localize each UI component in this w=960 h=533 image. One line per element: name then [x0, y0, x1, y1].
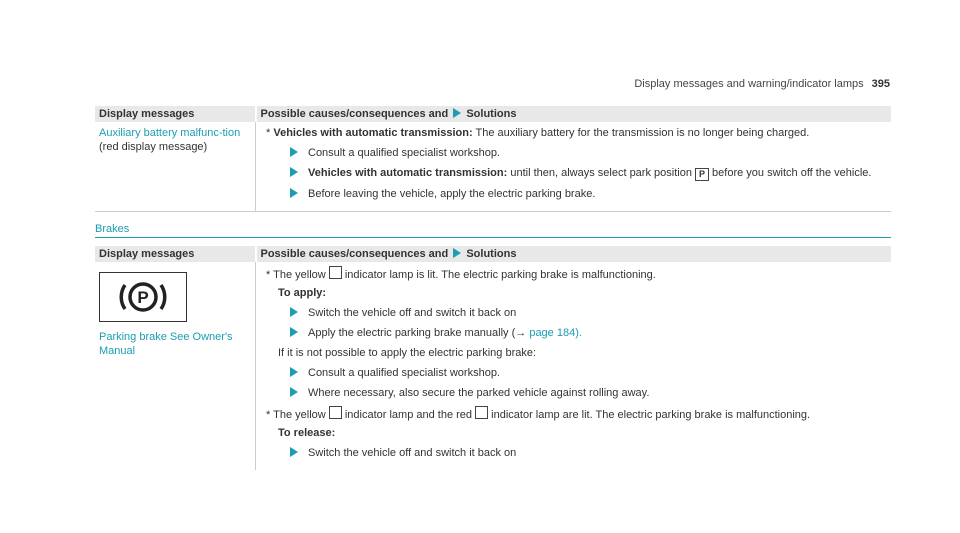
page-number: 395	[871, 78, 890, 90]
solution-arrow-icon	[290, 307, 298, 317]
solution-step: Switch the vehicle off and switch it back on	[288, 446, 887, 460]
to-apply-label: To apply:	[278, 287, 327, 299]
message-link[interactable]: Auxiliary battery malfunc-tion	[99, 127, 241, 139]
brakes-table	[95, 246, 891, 470]
col-display-messages: Display messages	[95, 246, 256, 262]
solution-arrow-icon	[453, 248, 461, 258]
solution-step: Apply the electric parking brake manually (→ page 184).	[288, 326, 887, 340]
solution-step: Consult a qualified specialist workshop.	[288, 146, 887, 160]
message-cell	[95, 122, 256, 212]
svg-text:P: P	[137, 288, 149, 307]
message-cell	[95, 262, 256, 470]
col-causes-solutions: Possible causes/consequences and Solutions	[256, 106, 892, 122]
park-position-icon: P	[695, 168, 709, 181]
solution-step: Switch the vehicle off and switch it back on	[288, 306, 887, 320]
solution-step: Vehicles with automatic transmission: until then, always select park position P before you switch off the vehicle.	[288, 166, 887, 181]
condition-text: If it is not possible to apply the electric parking brake:	[278, 347, 537, 359]
solution-cell: * The yellow indicator lamp is lit. The electric parking brake is malfunctioning. To apply: Switch the vehicle off and switch it back on Apply the electric parking brake manually (→ page 184). If it is not possible to apply the electric parking brake: Consult a qualified specialist workshop. Where necessary, also secure the parked vehicle against rolling away. * The yellow indicator lamp and the red indicator lamp are lit. The electric parking brake is malfunctioning. To release: Switch the vehicle off and switch it back on	[256, 262, 892, 470]
section-title: Brakes	[95, 223, 891, 238]
message-link[interactable]: Parking brake See Owner's Manual	[99, 331, 233, 357]
parking-brake-icon	[475, 406, 488, 419]
solution-arrow-icon	[290, 447, 298, 457]
parking-brake-icon	[329, 266, 342, 279]
solution-arrow-icon	[453, 108, 461, 118]
solution-arrow-icon	[290, 147, 298, 157]
page-reference-link[interactable]: page 184).	[526, 327, 582, 339]
auxiliary-battery-table	[95, 106, 891, 212]
col-display-messages: Display messages	[95, 106, 256, 122]
to-release-label: To release:	[278, 427, 336, 439]
solution-arrow-icon	[290, 188, 298, 198]
solution-step: Consult a qualified specialist workshop.	[288, 366, 887, 380]
col-causes-solutions: Possible causes/consequences and Solutions	[256, 246, 892, 262]
solution-step: Where necessary, also secure the parked vehicle against rolling away.	[288, 386, 887, 400]
solution-arrow-icon	[290, 327, 298, 337]
solution-step: Before leaving the vehicle, apply the electric parking brake.	[288, 187, 887, 201]
solution-arrow-icon	[290, 367, 298, 377]
parking-brake-icon	[99, 272, 187, 322]
solution-arrow-icon	[290, 387, 298, 397]
message-suffix: (red display message)	[99, 141, 208, 153]
solution-arrow-icon	[290, 167, 298, 177]
parking-brake-icon	[329, 406, 342, 419]
page-header	[634, 78, 890, 90]
solution-cell: * Vehicles with automatic transmission: The auxiliary battery for the transmission is no longer being charged. Consult a qualified specialist workshop. Vehicles with automatic transmission: until then, always select park position P before you switch off the vehicle. Before leaving the vehicle, apply the electric parking brake.	[256, 122, 892, 212]
header-title: Display messages and warning/indicator lamps	[634, 78, 864, 90]
